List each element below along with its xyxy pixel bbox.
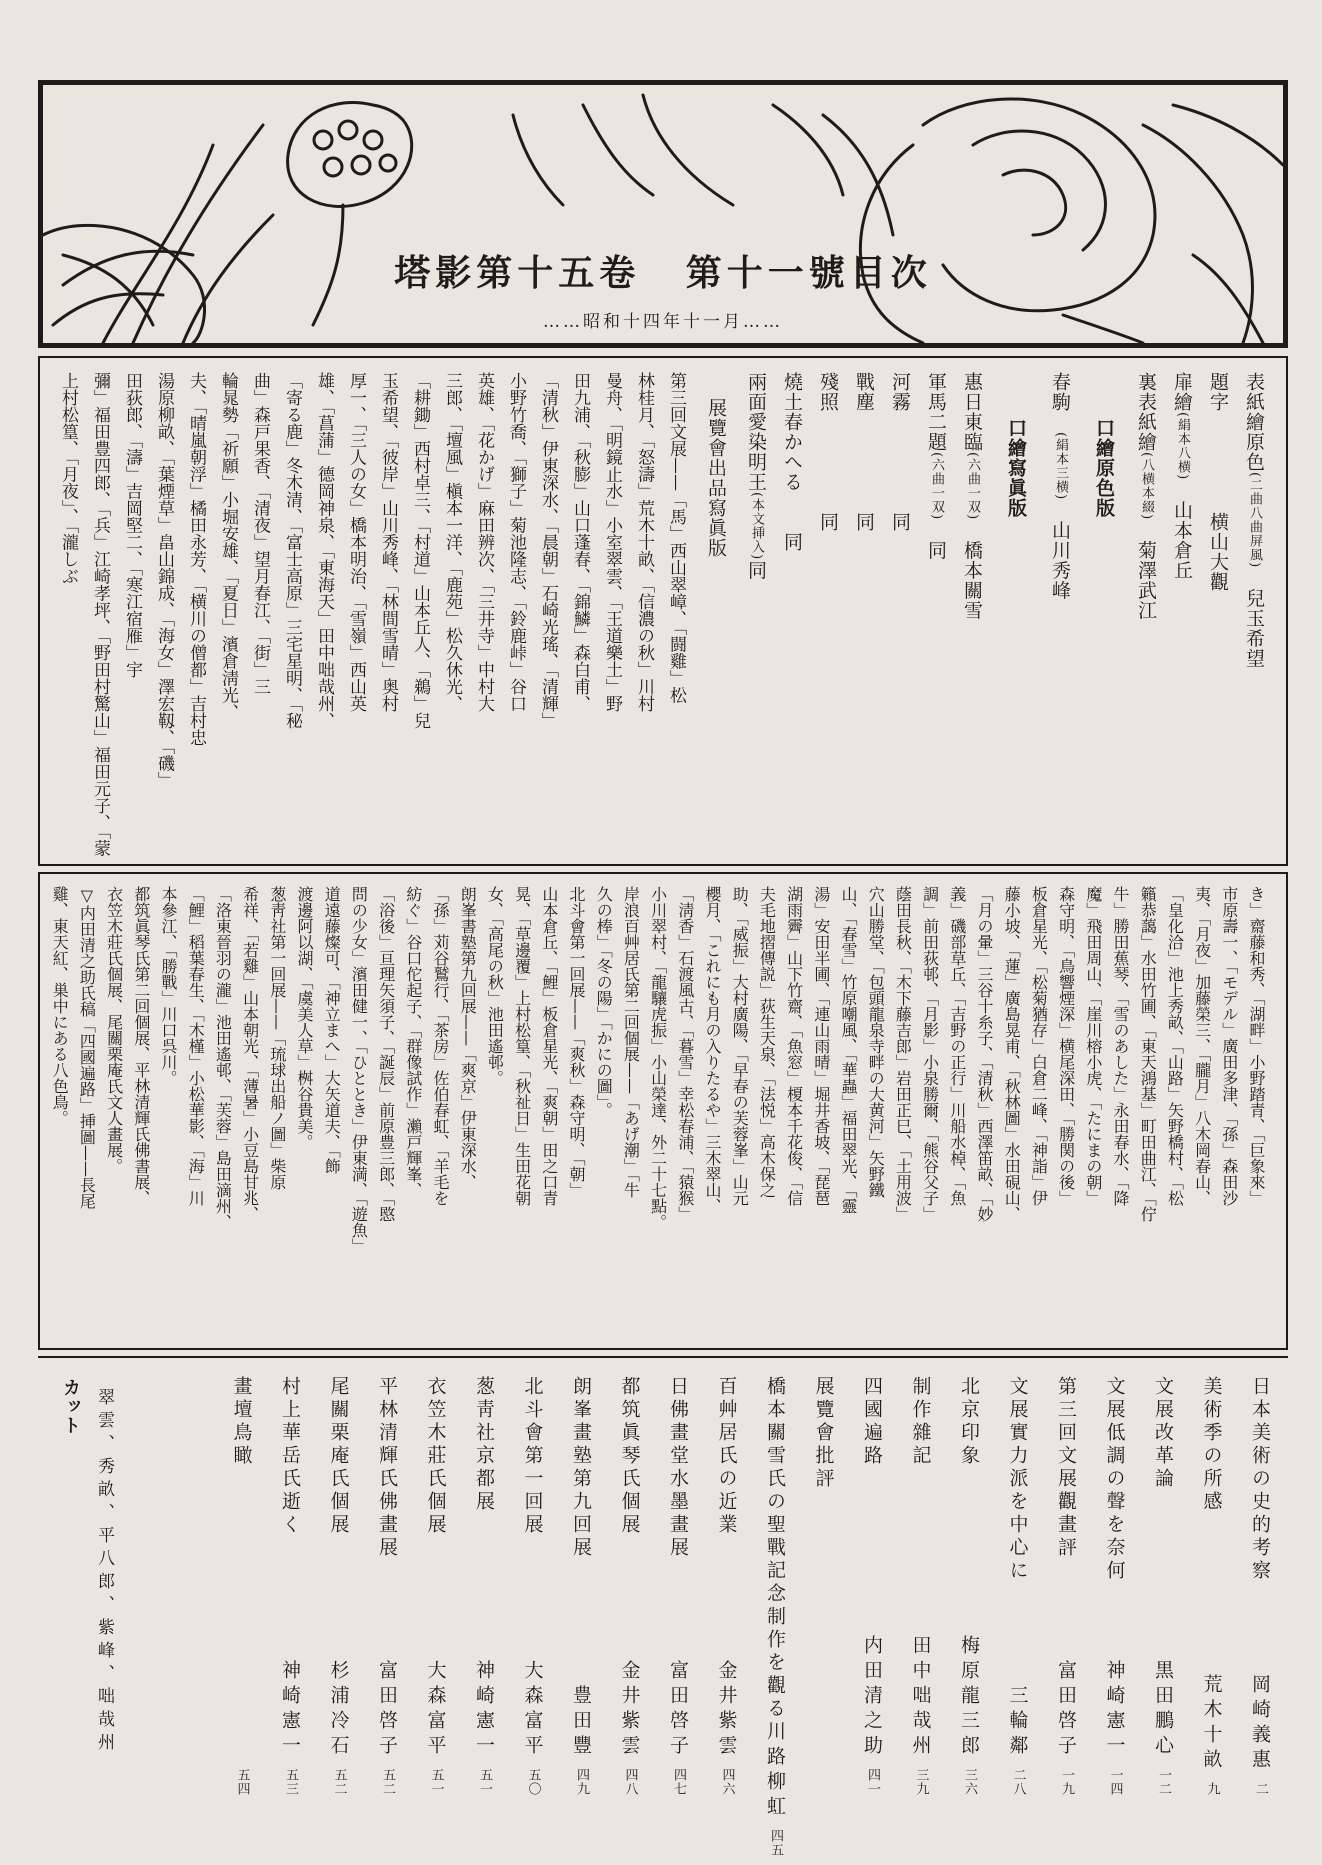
exhibition-line: 調」前田荻邨、「月影」小泉勝爾、「熊谷父子」 [920,886,940,1222]
article-entry[interactable] [1103,1376,1127,1796]
photo-item-7: 兩面愛染明王(本文挿入)同 [745,372,767,581]
article-meta [860,1635,884,1796]
article-page: 五三 [283,1768,298,1796]
photo-item-1: 惠日東臨(六曲一双) 橋本關雪 [961,372,983,621]
exhibition-line: ▽内田清之助氏稿「四國遍路」挿圖——長尾 [77,886,97,1209]
article-entry[interactable] [715,1376,739,1796]
exhibition-line: 小野竹喬、「獅子」菊池隆志、「鈴鹿峠」谷口 [506,372,526,712]
color-item-1: 表紙繪原色(二曲八曲屏風) 兒玉希望 [1243,372,1265,669]
exhibition-line: 田九浦、「秋膨」山口蓬春、「錦鱗」森白甫、 [570,372,590,712]
article-page: 五二 [331,1768,347,1796]
article-meta [230,1760,254,1796]
exhibition-line: 籟恭藹」水田竹圃、「東天鴻基」町田曲江、「佇 [1138,886,1158,1222]
article-title: 村上華岳氏逝く [279,1376,301,1537]
exhibition-line: 上村松篁、「月夜」、「瀧しぶ [58,372,78,585]
exhibition-line: 「浴後」亘理矢須子、「誕辰」前原豊三郎、「愍 [376,886,396,1222]
exhibition-line: 小川翠村、「龍驤虎振」小山榮達、外二十七點。 [648,886,668,1230]
exhibition-line: 森守明、「鳥響煙深」横尾深田、「勝関の後」 [1056,886,1076,1206]
photo-item-6: 燒土春かへる 同 [781,372,803,552]
article-title: 朗峯畫塾第九回展 [570,1376,592,1560]
exhibition-heading: 展覽會出品寫眞版 [705,398,727,558]
exhibition-line: 「鯉」稻葉春生、「木槿」小松華影、「海」川 [186,886,206,1206]
exhibition-line: 晃、「草邊覆」上村松篁、「秋祉日」生田花朝 [512,886,532,1206]
article-meta [1200,1674,1224,1796]
article-page: 五〇 [525,1768,541,1796]
exhibition-line: 助、「威振」大村廣陽、「早春の芙蓉峯」山元 [730,886,750,1206]
exhibition-line: 湯」安田半圃、「連山雨晴」堀井香坡、「琵琶 [811,886,831,1206]
exhibition-line: 夫、「晴嵐朝浮」橘田永芳、「横川の僧都」吉村忠 [186,372,206,746]
exhibition-line: 久の棒」「冬の陽」「かにの圖」。 [594,886,614,1118]
exhibition-line: 道遠藤燦可、「神立まへ」大矢道夫、「飾 [322,886,342,1174]
article-title: 四國遍路 [861,1376,883,1468]
article-meta [1151,1660,1175,1796]
exhibition-line: 山本倉丘、「鯉」板倉星光、「爽朝」田之口青 [539,886,559,1206]
article-page: 四八 [622,1768,638,1796]
article-author: 金井紫雲 [715,1660,738,1760]
article-author: 富田啓子 [376,1660,398,1760]
color-item-2: 題字 横山大觀 [1207,372,1229,592]
exhibition-line: 衣笠木莊氏個展、尾關栗庵氏文人畫展。 [104,886,124,1174]
section-exhibition [38,872,1288,1350]
article-title: 葱靑社京都展 [473,1376,495,1514]
article-author: 神崎憲一 [279,1660,301,1760]
issue-date: ……昭和十四年十一月…… [543,312,783,332]
article-meta [1103,1660,1127,1796]
article-title: 北斗會第一回展 [521,1376,544,1537]
exhibition-line: 夫毛地摺傳説」荻生天泉、「法悦」高木保之 [757,886,777,1198]
article-entry[interactable] [618,1376,642,1796]
color-item-3: 扉繪(絹本八横) 山本倉丘 [1171,372,1193,581]
article-entry[interactable] [327,1376,351,1796]
article-title: 都筑眞琴氏個展 [618,1376,641,1537]
color-item-4: 裏表紙繪(八横本綴) 菊澤武江 [1135,372,1157,621]
exhibition-line: 女、「高尾の秋」池田遙邨。 [485,886,505,1086]
article-title: 文展改革論 [1152,1376,1174,1491]
article-author: 豊田豐 [570,1685,592,1760]
article-title: 衣笠木莊氏個展 [424,1376,447,1537]
article-page: 四一 [865,1768,880,1796]
article-meta [909,1635,933,1796]
exhibition-line: 夷、「月夜」加藤榮三、「朧月」八木岡春山、 [1192,886,1212,1206]
photo-item-5: 殘照 同 [817,372,839,532]
article-entry[interactable] [666,1376,690,1796]
article-page: 九 [1204,1782,1220,1796]
article-entry[interactable] [860,1376,884,1796]
article-entry[interactable] [1248,1376,1272,1796]
article-meta [1054,1660,1078,1796]
article-meta [812,1788,836,1796]
exhibition-line: 都筑眞琴氏第二回個展、平林清輝氏佛書展、 [131,886,151,1206]
article-author: 富田啓子 [1055,1660,1077,1760]
article-title: 文展低調の聲を奈何 [1103,1376,1126,1583]
exhibition-line: 魔」飛田周山、「崖川榕小虎、「たにまの朝」 [1083,886,1103,1206]
article-author: 三輪鄰 [1006,1685,1029,1760]
exhibition-line: き」齋藤和秀、「湖畔」小野踏青、「巨象來」 [1247,886,1266,1206]
article-author: 黒田鵬心 [1152,1660,1174,1760]
article-page: 四九 [574,1768,589,1796]
article-author: 梅原龍三郎 [958,1635,980,1760]
exhibition-line: 彌」福田豊四郎、「兵」江崎孝坪、「野田村驚山」福田元子、「蒙 [90,372,110,857]
title-issue-contents: 第十一號目次 [685,253,932,294]
article-meta [1006,1685,1030,1796]
article-page: 三六 [962,1768,977,1796]
cut-label: カット [60,1378,81,1435]
exhibition-line: 北斗會第一回展——「爽秋」森守明、「朝」 [567,886,586,1198]
exhibition-line: 玉希望、「彼岸」山川秀峰、「林間雪晴」奥村 [378,372,398,712]
article-entry[interactable] [1006,1376,1030,1796]
article-page: 四六 [719,1768,735,1796]
exhibition-line: 渡邊阿以湖、「虞美人草」桝谷貴美。 [295,886,314,1150]
article-title: 日本美術の史的考察 [1249,1376,1271,1583]
exhibition-line: 英雄、「花かげ」麻田辨次、「三井寺」中村大 [474,372,494,712]
article-author: 内田清之助 [861,1635,883,1760]
exhibition-line: 義」磯部草丘、「吉野の正行」川船水棹、「魚 [947,886,967,1206]
exhibition-line: 田荻郎、「濤」吉岡堅二、「寒江宿雁」宇 [122,372,142,678]
article-page: 一二 [1156,1768,1171,1796]
exhibition-line: 「孫」苅谷鷲行、「茶房」佐伯春虹、「羊毛を [431,886,450,1206]
article-meta [618,1660,642,1796]
exhibition-line: 朗峯書塾第九回展——「爽京」伊東深水、 [458,886,478,1190]
article-meta [327,1660,351,1796]
exhibition-line: 林桂月、「怒濤」荒木十畝、「信濃の秋」川村 [634,372,654,712]
article-meta [521,1660,545,1796]
magazine-title [43,245,1283,296]
article-page: 一四 [1107,1768,1123,1796]
article-page: 五一 [428,1768,444,1796]
exhibition-line: 本參江、「勝戰」川口呉川。 [159,886,178,1086]
article-entry[interactable] [521,1376,545,1796]
lotus-illustration [43,85,1283,343]
article-page: 五二 [380,1768,395,1796]
exhibition-line: 輪晁勢「祈願」小堀安雄、「夏日」濱倉淸光、 [218,372,238,721]
article-meta [375,1660,399,1796]
exhibition-line: 湯原柳畝、「葉煙草」畠山錦成、「海女」澤宏靱、「磯」 [154,372,174,789]
article-meta [569,1685,593,1796]
article-title: 橋本關雪氏の聖戰記念制作を觀る [764,1376,786,1721]
article-entry[interactable] [957,1376,981,1796]
article-entry[interactable] [424,1376,448,1796]
article-page: 二八 [1010,1768,1026,1796]
exhibition-line: 板倉星光、「松菊猶存」白倉二峰、「神詣」伊 [1029,886,1049,1206]
exhibition-line: 葱靑社第一回展——「琉球出船ノ圖」柴原 [267,886,287,1190]
article-page: 三九 [913,1768,929,1796]
exhibition-line: 「淸香」石渡風古、「暮雪」幸松春浦、「猿猴」 [675,886,695,1222]
article-title: 尾關栗庵氏個展 [327,1376,350,1537]
article-title: 展覽會批評 [812,1376,835,1491]
article-entry[interactable] [375,1376,399,1796]
exhibition-line: 岸浪百艸居氏第二回個展——「あげ潮」「牛 [621,886,641,1198]
exhibition-line: 第三回文展——「馬」西山翠嶂、「闘雞」松 [666,372,686,704]
exhibition-line: 厚一、「三人の女」橋本明治、「雪嶺」西山英 [346,372,366,712]
article-meta [763,1721,787,1857]
article-author: 川路柳虹 [764,1721,786,1821]
article-author: 荒木十畝 [1200,1674,1223,1774]
exhibition-line: 紡ぐ」谷口佗起子、「群像試作」瀨戸輝峯、 [403,886,423,1198]
article-meta [666,1660,690,1796]
section-plates [38,356,1288,866]
photo-item-2: 軍馬二題(六曲一双) 同 [925,372,947,561]
exhibition-line: 「月の暈」三谷十糸子、「清秋」西澤笛畝、「妙 [975,886,994,1222]
photo-item-3: 河霧 同 [889,372,911,532]
article-author: 金井紫雲 [618,1660,641,1760]
exhibition-line: 「洛東晉羽の瀧」池田遙邨、「芙蓉」島田滴州、 [213,886,233,1230]
exhibition-line: 藤小坡、「蓮」廣島晃甫、「秋林圖」水田硯山、 [1002,886,1022,1222]
article-title: 第三回文展觀畫評 [1055,1376,1077,1560]
article-page: 五四 [234,1768,250,1796]
article-title: 美術季の所感 [1200,1376,1223,1514]
article-meta [1248,1674,1272,1796]
article-author: 大森富平 [521,1660,544,1760]
article-author: 岡崎義惠 [1249,1674,1271,1774]
exhibition-line: 曼舟、「明鏡止水」小室翠雲、「王道樂土」野 [602,372,622,712]
exhibition-line: 「皇化洽」池上秀畝、「山路」矢野橋村、「松 [1165,886,1185,1206]
exhibition-line: 湖雨霽」山下竹齋、「魚窓」榎本千花俊、「信 [784,886,804,1206]
article-title: 百艸居氏の近業 [715,1376,738,1537]
article-title: 畫壇鳥瞰 [230,1376,253,1468]
article-entry[interactable] [472,1376,496,1796]
article-author: 神崎憲一 [473,1660,495,1760]
article-entry[interactable] [909,1376,933,1796]
article-page: 一九 [1059,1768,1074,1796]
section-articles [38,1356,1288,1857]
article-entry[interactable] [569,1376,593,1796]
article-title: 北京印象 [958,1376,980,1468]
header-box [38,80,1288,348]
article-meta [715,1660,739,1796]
exhibition-line: 曲」森戸果香、「清夜」望月春江、「街」三 [250,372,270,695]
article-meta [957,1635,981,1796]
exhibition-line: 三郎、「壇風」槇本一洋、「鹿苑」松久休光、 [442,372,462,712]
photo-plates-heading: 口繪寫眞版 [1005,418,1027,518]
exhibition-line: 牛」勝田蕉琴、「雪のあした」永田春水、「降 [1111,886,1130,1206]
article-page: 四五 [768,1829,783,1857]
article-author: 大森富平 [424,1660,447,1760]
article-page: 四七 [671,1768,686,1796]
article-entry[interactable] [230,1376,254,1796]
article-entry[interactable] [278,1376,302,1796]
article-page: 二 [1253,1782,1268,1796]
article-entry[interactable] [763,1376,787,1857]
article-title: 文展實力派を中心に [1006,1376,1029,1583]
article-meta [424,1660,448,1796]
exhibition-line: 櫻月、「これにも月の入りたるや」三木翠山、 [703,886,722,1214]
article-title: 日佛畫堂水墨畫展 [667,1376,689,1560]
cut-credits: 翠雲、秀畝、平八郎、紫峰、咄哉州 [94,1388,114,1756]
exhibition-line: 問の少女」濱田健一、「ひととき」伊東満、「遊魚」 [349,886,369,1254]
article-entry[interactable] [812,1376,836,1796]
color-plates-heading: 口繪原色版 [1093,418,1115,518]
article-title: 制作雜記 [909,1376,932,1468]
article-entry[interactable] [1151,1376,1175,1796]
exhibition-line: 希祥、「若雞」山本朝光、「薄暑」小豆島甘兆、 [240,886,260,1222]
photo-item-4: 戰塵 同 [853,372,875,532]
article-author: 田中咄哉州 [909,1635,932,1760]
article-entry[interactable] [1200,1376,1224,1796]
color-item-5: 春駒 (絹本三横) 山川秀峰 [1049,372,1071,601]
exhibition-line: 「耕鋤」西村卓三、「村道」山本丘人、「鵜」兒 [410,372,430,729]
article-author: 神崎憲一 [1103,1660,1126,1760]
exhibition-line: 「清秋」伊東深水、「晨朝」石崎光瑤、「清輝」 [538,372,558,729]
exhibition-line: 穴山勝堂、「包頭龍泉寺畔の大黄河」矢野鐵 [866,886,886,1198]
title-volume: 塔影第十五卷 [394,253,641,294]
article-author: 杉浦冷石 [327,1660,350,1760]
article-meta [278,1660,302,1796]
article-page: 五一 [477,1768,492,1796]
exhibition-line: 市原壽一、「モデル」廣田多津、「孫」森田沙 [1219,886,1239,1206]
exhibition-line: 蔭田長秋、「木下藤吉郎」岩田正巳、「土用波」 [893,886,913,1222]
exhibition-line: 「寄る鹿」冬木清、「富士高原」三宅星明、「秘 [282,372,302,729]
article-entry[interactable] [1054,1376,1078,1796]
article-title: 平林清輝氏佛畫展 [376,1376,398,1560]
article-author: 富田啓子 [667,1660,689,1760]
article-meta [472,1660,496,1796]
exhibition-line: 山、「春雪」竹原嘲風、「華蟲」福田翠光、「靈 [839,886,858,1214]
exhibition-line: 雄、「菖蒲」德岡神泉、「東海天」田中咄哉州、 [314,372,334,729]
exhibition-line: 雞、東天紅、巣中にある八色鳥。 [50,886,70,1126]
